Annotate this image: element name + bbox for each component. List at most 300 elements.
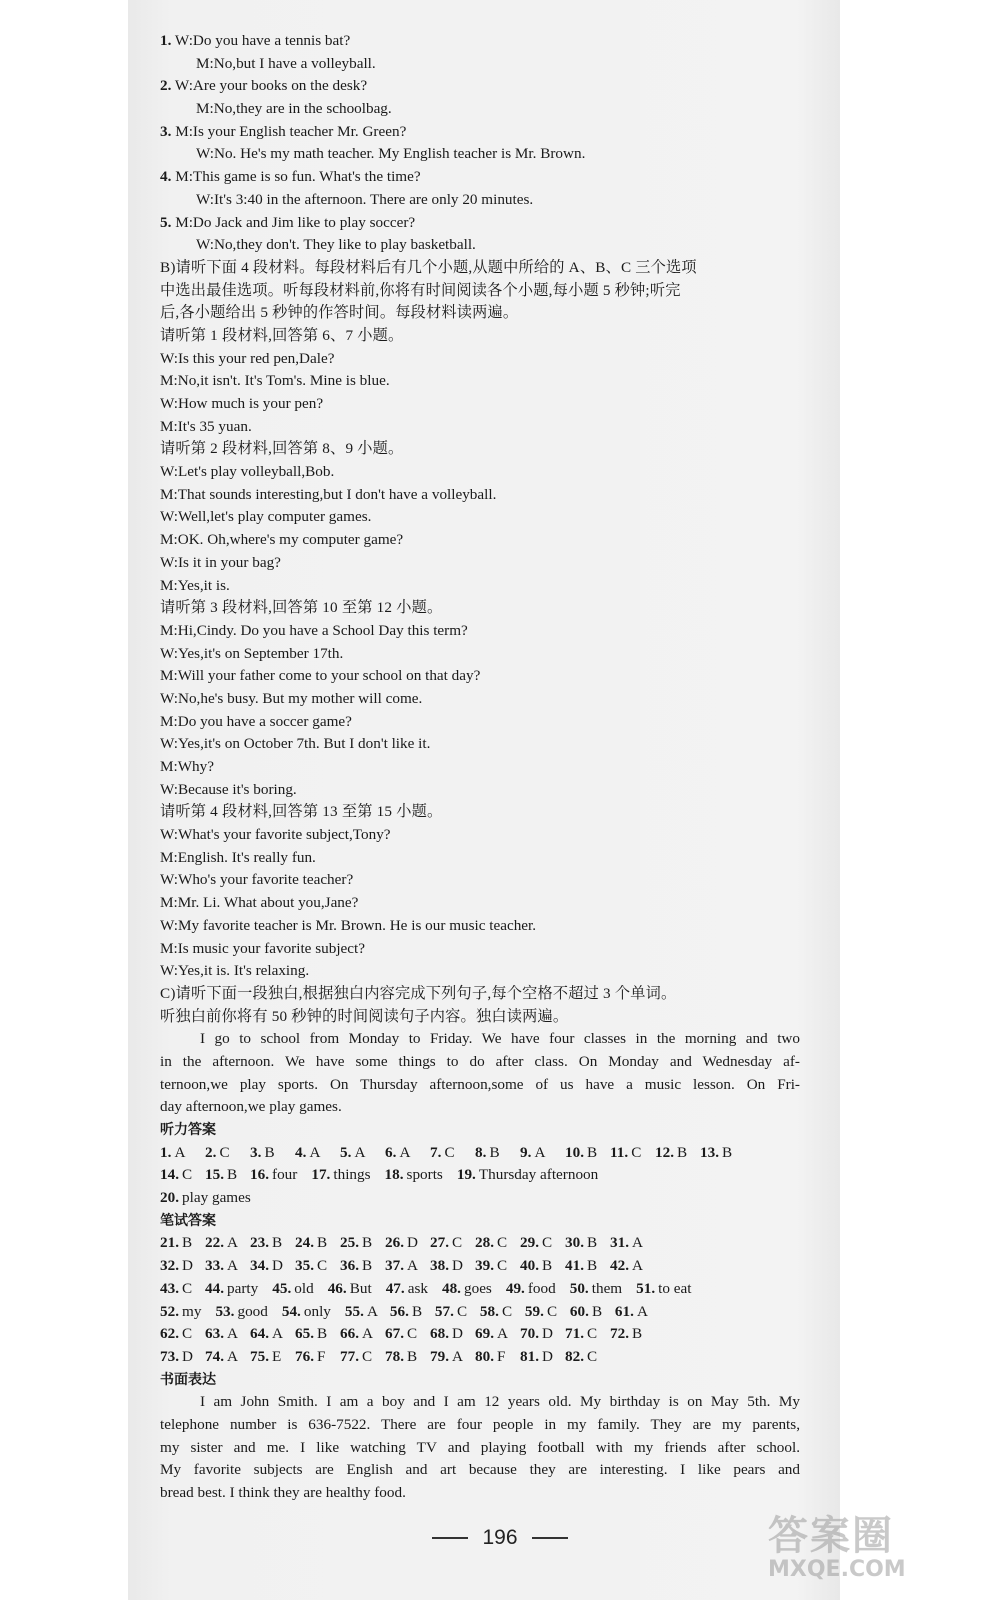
material-heading: 请听第 4 段材料,回答第 13 至第 15 小题。 — [160, 803, 443, 821]
answer-value: B — [587, 1234, 598, 1252]
answer-value: D — [452, 1325, 463, 1343]
answer-value: C — [501, 1302, 513, 1320]
answer-item — [610, 1142, 655, 1165]
written-answers — [160, 1210, 800, 1369]
dialog-line: M:Is music your favorite subject? — [160, 939, 365, 957]
answer-value: B — [591, 1302, 603, 1320]
answer-item — [475, 1346, 520, 1369]
answer-item — [430, 1255, 475, 1278]
answer-item — [457, 1164, 598, 1187]
answer-value: E — [272, 1347, 282, 1365]
dialog-line: M:Will your father come to your school on that day? — [160, 667, 481, 685]
dialog-line: M:Do you have a soccer game? — [160, 712, 352, 730]
dialog-line: W:Is it in your bag? — [160, 553, 281, 571]
answer-value: B — [317, 1325, 328, 1343]
answer-value: them — [591, 1279, 623, 1297]
answer-value: B — [362, 1257, 373, 1275]
answer-item — [250, 1255, 295, 1278]
dialog-text: W:Are your books on the desk? — [174, 77, 368, 95]
answer-value: A — [354, 1143, 366, 1161]
dialog-text: M:Do Jack and Jim like to play soccer? — [175, 213, 416, 231]
answer-row — [160, 1255, 800, 1278]
answer-item — [385, 1255, 430, 1278]
writing-paragraph — [160, 1391, 800, 1504]
section-heading: 书面表达 — [160, 1371, 216, 1388]
answer-item — [565, 1232, 610, 1255]
answer-value: C — [182, 1166, 193, 1184]
answer-number: 25. — [340, 1234, 359, 1252]
answer-value: my — [182, 1302, 202, 1320]
instruction-line: B)请听下面 4 段材料。每段材料后有几个小题,从题中所给的 A、B、C 三个选项 — [160, 258, 697, 276]
answer-value: A — [174, 1143, 186, 1161]
monologue-line: I go to school from Monday to Friday. We have four classes in the morning and two — [200, 1030, 800, 1048]
dialog-line — [160, 143, 800, 166]
page-number-dash-right — [532, 1537, 568, 1539]
answer-value: party — [227, 1279, 259, 1297]
monologue-line: ternoon,we play sports. On Thursday afternoon,some of us have a music lesson. On Fri- — [160, 1075, 800, 1093]
answer-number: 21. — [160, 1234, 179, 1252]
answer-value: A — [362, 1325, 373, 1343]
dialog-line — [160, 189, 800, 212]
answer-value: B — [722, 1143, 733, 1161]
answer-row — [160, 1346, 800, 1369]
answer-value: A — [227, 1234, 238, 1252]
answer-number: 7. — [430, 1143, 442, 1161]
instruction-line: 听独白前你将有 50 秒钟的时间阅读句子内容。独白读两遍。 — [160, 1007, 569, 1025]
dialog-line: W:What's your favorite subject,Tony? — [160, 826, 391, 844]
section-b — [160, 257, 800, 983]
answer-item — [340, 1346, 385, 1369]
answer-number: 59. — [524, 1302, 544, 1320]
answer-number: 65. — [295, 1325, 314, 1343]
answer-value: A — [452, 1347, 463, 1365]
dialog-line — [160, 166, 800, 189]
answer-item — [565, 1255, 610, 1278]
dialog-text: M:Is your English teacher Mr. Green? — [175, 122, 407, 140]
answer-item — [435, 1301, 480, 1324]
dialog-line: M:Mr. Li. What about you,Jane? — [160, 894, 359, 912]
answer-number: 19. — [456, 1166, 476, 1184]
answer-value: B — [407, 1347, 418, 1365]
dialog-line: W:Let's play volleyball,Bob. — [160, 463, 335, 481]
answer-item — [475, 1323, 520, 1346]
question-number: 3. — [160, 122, 172, 140]
dialog-line — [160, 75, 800, 98]
answer-item — [160, 1187, 251, 1210]
answer-item — [520, 1255, 565, 1278]
answer-number: 37. — [385, 1257, 404, 1275]
answer-value: A — [632, 1234, 643, 1252]
answer-item — [295, 1346, 340, 1369]
answer-value: A — [272, 1325, 283, 1343]
answer-number: 46. — [327, 1279, 347, 1297]
answer-number: 64. — [250, 1325, 269, 1343]
answer-item — [215, 1301, 267, 1324]
dialog-line — [160, 121, 800, 144]
answer-value: C — [317, 1257, 328, 1275]
answer-number: 77. — [340, 1347, 359, 1365]
watermark-title: 答案圈 — [768, 1513, 894, 1559]
dialog-line: W:Yes,it is. It's relaxing. — [160, 962, 310, 980]
answer-number: 63. — [205, 1325, 224, 1343]
writing-line: my sister and me. I like watching TV and playing football with my friends after school. — [160, 1438, 800, 1456]
answer-item — [205, 1255, 250, 1278]
answer-value: D — [182, 1257, 193, 1275]
answer-item — [205, 1346, 250, 1369]
dialog-text: M:No,they are in the schoolbag. — [196, 100, 392, 118]
answer-value: D — [272, 1257, 283, 1275]
answer-number: 29. — [520, 1234, 539, 1252]
answer-item — [311, 1164, 370, 1187]
answer-value: A — [227, 1347, 238, 1365]
answer-number: 13. — [700, 1143, 719, 1161]
answer-number: 67. — [385, 1325, 404, 1343]
answer-number: 35. — [295, 1257, 314, 1275]
answer-number: 54. — [281, 1302, 301, 1320]
answer-item — [610, 1232, 655, 1255]
answer-item — [565, 1346, 610, 1369]
answer-item — [700, 1142, 745, 1165]
answer-number: 61. — [614, 1302, 634, 1320]
answer-number: 43. — [160, 1279, 179, 1297]
answer-value: C — [456, 1302, 468, 1320]
dialog-text: W:No,they don't. They like to play basketball. — [196, 236, 476, 254]
answer-value: C — [444, 1143, 455, 1161]
answer-number: 22. — [205, 1234, 224, 1252]
listening-answers — [160, 1119, 800, 1210]
answer-item — [385, 1346, 430, 1369]
answer-item — [480, 1301, 525, 1324]
answer-item — [250, 1346, 295, 1369]
answer-item — [340, 1323, 385, 1346]
dialog-line: M:Yes,it is. — [160, 576, 230, 594]
answer-item — [610, 1323, 655, 1346]
answer-item — [520, 1346, 565, 1369]
question-number: 2. — [160, 77, 172, 95]
writing-answer — [160, 1369, 800, 1505]
dialog-line: W:Yes,it's on September 17th. — [160, 644, 344, 662]
answer-number: 42. — [610, 1257, 629, 1275]
material-heading: 请听第 3 段材料,回答第 10 至第 12 小题。 — [160, 599, 443, 617]
material-heading: 请听第 1 段材料,回答第 6、7 小题。 — [160, 326, 404, 344]
answer-item — [520, 1142, 565, 1165]
answer-number: 73. — [160, 1347, 179, 1365]
answer-number: 39. — [475, 1257, 494, 1275]
answer-number: 31. — [610, 1234, 629, 1252]
answer-item — [250, 1323, 295, 1346]
answer-item — [295, 1142, 340, 1165]
answer-value: only — [303, 1302, 331, 1320]
answer-number: 15. — [205, 1166, 224, 1184]
answer-item — [160, 1164, 205, 1187]
answer-number: 1. — [160, 1143, 172, 1161]
answer-item — [328, 1278, 372, 1301]
answer-value: B — [542, 1257, 553, 1275]
answer-value: C — [362, 1347, 373, 1365]
answer-item — [282, 1301, 331, 1324]
dialog-line: M:OK. Oh,where's my computer game? — [160, 531, 404, 549]
answer-value: A — [309, 1143, 321, 1161]
answer-item — [205, 1278, 258, 1301]
answer-number: 81. — [520, 1347, 539, 1365]
answer-value: play games — [182, 1189, 251, 1207]
answer-number: 45. — [272, 1279, 292, 1297]
answer-value: F — [317, 1347, 326, 1365]
answer-row — [160, 1232, 800, 1255]
answer-value: B — [317, 1234, 328, 1252]
answer-number: 71. — [565, 1325, 584, 1343]
dialog-line: W:Well,let's play computer games. — [160, 508, 372, 526]
answer-value: things — [333, 1166, 371, 1184]
answer-value: B — [227, 1166, 238, 1184]
answer-number: 36. — [340, 1257, 359, 1275]
answer-value: goes — [464, 1279, 492, 1297]
answer-item — [390, 1301, 435, 1324]
answer-number: 8. — [475, 1143, 487, 1161]
answer-item — [430, 1346, 475, 1369]
dialog-line: M:No,it isn't. It's Tom's. Mine is blue. — [160, 372, 390, 390]
answer-number: 55. — [344, 1302, 364, 1320]
answer-item — [272, 1278, 313, 1301]
answer-number: 24. — [295, 1234, 314, 1252]
answer-value: A — [407, 1257, 418, 1275]
answer-row — [160, 1323, 800, 1346]
answer-value: B — [587, 1143, 598, 1161]
answer-number: 56. — [389, 1302, 409, 1320]
page-number-text: 196 — [482, 1526, 518, 1549]
answer-value: C — [407, 1325, 418, 1343]
dialog-line: M:That sounds interesting,but I don't have a volleyball. — [160, 485, 497, 503]
answer-item — [205, 1164, 250, 1187]
answer-item — [160, 1323, 205, 1346]
writing-line: bread best. I think they are healthy food. — [160, 1484, 406, 1501]
answer-value: A — [534, 1143, 546, 1161]
answer-value: A — [399, 1143, 411, 1161]
answer-number: 69. — [475, 1325, 494, 1343]
question-number: 5. — [160, 213, 172, 231]
answer-number: 26. — [385, 1234, 404, 1252]
answer-value: old — [294, 1279, 314, 1297]
answer-item — [160, 1278, 205, 1301]
answer-value: A — [497, 1325, 508, 1343]
answer-item — [610, 1255, 655, 1278]
answer-number: 74. — [205, 1347, 224, 1365]
answer-number: 51. — [636, 1279, 656, 1297]
dialog-text: W:Do you have a tennis bat? — [174, 32, 351, 49]
answer-value: C — [219, 1143, 230, 1161]
answer-item — [295, 1255, 340, 1278]
answer-value: food — [527, 1279, 556, 1297]
answer-number: 82. — [565, 1347, 584, 1365]
answer-item — [636, 1278, 691, 1301]
answer-number: 28. — [475, 1234, 494, 1252]
answer-item — [205, 1142, 250, 1165]
answer-value: B — [489, 1143, 500, 1161]
answer-number: 32. — [160, 1257, 179, 1275]
answer-number: 75. — [250, 1347, 269, 1365]
answer-item — [386, 1278, 428, 1301]
answer-item — [385, 1323, 430, 1346]
question-number: 1. — [160, 32, 172, 49]
dialog-line: W:Who's your favorite teacher? — [160, 871, 354, 889]
answer-number: 53. — [215, 1302, 235, 1320]
answer-number: 49. — [505, 1279, 525, 1297]
answer-item — [340, 1232, 385, 1255]
answer-number: 57. — [434, 1302, 454, 1320]
answer-value: F — [497, 1347, 506, 1365]
answer-item — [506, 1278, 556, 1301]
dialog-text: W:No. He's my math teacher. My English teacher is Mr. Brown. — [196, 145, 586, 163]
answer-item — [250, 1232, 295, 1255]
answer-number: 70. — [520, 1325, 539, 1343]
answer-value: Thursday afternoon — [478, 1166, 599, 1184]
writing-line: I am John Smith. I am a boy and I am 12 years old. My birthday is on May 5th. My — [200, 1393, 800, 1411]
answer-value: C — [182, 1279, 193, 1297]
instruction-line: 后,各小题给出 5 秒钟的作答时间。每段材料读两遍。 — [160, 304, 519, 322]
dialog-line: W:Yes,it's on October 7th. But I don't like it. — [160, 735, 431, 753]
answer-value: C — [182, 1325, 193, 1343]
answer-value: good — [237, 1302, 268, 1320]
answer-item — [520, 1232, 565, 1255]
answer-number: 23. — [250, 1234, 269, 1252]
writing-line: My favorite subjects are English and art because they are interesting. I like pears and — [160, 1461, 800, 1479]
answer-number: 4. — [295, 1143, 307, 1161]
dialog-line: W:Is this your red pen,Dale? — [160, 349, 335, 367]
dialog-line: W:How much is your pen? — [160, 395, 324, 412]
answer-value: C — [587, 1325, 598, 1343]
answer-value: C — [542, 1234, 553, 1252]
answer-number: 79. — [430, 1347, 449, 1365]
dialog-line: W:Because it's boring. — [160, 780, 297, 798]
answer-value: D — [542, 1325, 553, 1343]
answer-value: D — [452, 1257, 463, 1275]
answer-item — [442, 1278, 492, 1301]
answer-item — [475, 1142, 520, 1165]
answer-number: 48. — [441, 1279, 461, 1297]
answer-number: 3. — [250, 1143, 262, 1161]
answer-item — [345, 1301, 390, 1324]
answer-item — [160, 1142, 205, 1165]
watermark-logo — [768, 1504, 978, 1590]
answer-number: 5. — [340, 1143, 352, 1161]
answer-number: 80. — [475, 1347, 494, 1365]
answer-number: 40. — [520, 1257, 539, 1275]
answer-value: four — [272, 1166, 298, 1184]
answer-item — [565, 1323, 610, 1346]
answer-value: But — [349, 1279, 372, 1297]
answer-item — [520, 1323, 565, 1346]
answer-number: 78. — [385, 1347, 404, 1365]
answer-number: 9. — [520, 1143, 532, 1161]
instruction-line: C)请听下面一段独白,根据独白内容完成下列句子,每个空格不超过 3 个单词。 — [160, 984, 677, 1002]
answer-value: A — [366, 1302, 378, 1320]
answer-item — [475, 1232, 520, 1255]
answer-number: 66. — [340, 1325, 359, 1343]
answer-item — [430, 1323, 475, 1346]
dialog-line: M:Why? — [160, 758, 214, 775]
answer-value: B — [632, 1325, 643, 1343]
answer-item — [565, 1142, 610, 1165]
dialog-text: M:This game is so fun. What's the time? — [175, 168, 421, 186]
material-heading: 请听第 2 段材料,回答第 8、9 小题。 — [160, 440, 404, 458]
page-number-dash-left — [432, 1537, 468, 1539]
dialog-text: M:No,but I have a volleyball. — [196, 54, 376, 72]
answer-item — [160, 1255, 205, 1278]
answer-value: B — [264, 1143, 275, 1161]
section-a-dialogs — [160, 30, 800, 257]
answer-number: 16. — [250, 1166, 269, 1184]
answer-item — [570, 1301, 615, 1324]
answer-item — [295, 1323, 340, 1346]
answer-number: 68. — [430, 1325, 449, 1343]
answer-item — [430, 1232, 475, 1255]
watermark-url: MXQE.COM — [768, 1557, 906, 1582]
answer-row — [160, 1278, 800, 1301]
answer-value: B — [677, 1143, 688, 1161]
answer-item — [385, 1142, 430, 1165]
answer-number: 20. — [160, 1189, 179, 1207]
answer-value: B — [587, 1257, 598, 1275]
answer-item — [205, 1232, 250, 1255]
answer-value: C — [587, 1347, 598, 1365]
answer-value: C — [546, 1302, 558, 1320]
answer-number: 27. — [430, 1234, 449, 1252]
answer-value: C — [631, 1143, 642, 1161]
dialog-line — [160, 98, 800, 121]
dialog-line — [160, 212, 800, 235]
monologue-paragraph — [160, 1028, 800, 1119]
answer-value: B — [411, 1302, 423, 1320]
answer-item — [385, 1164, 443, 1187]
answer-item — [340, 1255, 385, 1278]
answer-item — [205, 1323, 250, 1346]
answer-row — [160, 1164, 800, 1187]
answer-row — [160, 1142, 800, 1165]
answer-row — [160, 1187, 800, 1210]
answer-item — [340, 1142, 385, 1165]
answer-item — [615, 1301, 660, 1324]
answer-value: B — [362, 1234, 373, 1252]
dialog-line: W:My favorite teacher is Mr. Brown. He is our music teacher. — [160, 916, 537, 934]
dialog-line: W:No,he's busy. But my mother will come. — [160, 689, 423, 707]
answer-item — [475, 1255, 520, 1278]
answer-value: D — [182, 1347, 193, 1365]
dialog-text: W:It's 3:40 in the afternoon. There are only 20 minutes. — [196, 190, 534, 208]
answer-item — [250, 1142, 295, 1165]
answer-item — [160, 1232, 205, 1255]
answer-item — [250, 1164, 297, 1187]
answer-number: 10. — [565, 1143, 584, 1161]
answer-item — [160, 1301, 201, 1324]
answer-value: A — [227, 1257, 238, 1275]
answer-number: 33. — [205, 1257, 224, 1275]
answer-number: 52. — [160, 1302, 179, 1320]
answer-item — [295, 1232, 340, 1255]
answer-row — [160, 1301, 800, 1324]
answer-number: 62. — [160, 1325, 179, 1343]
answer-number: 30. — [565, 1234, 584, 1252]
dialog-line — [160, 234, 800, 257]
answer-item — [160, 1346, 205, 1369]
answer-value: D — [542, 1347, 553, 1365]
answer-content — [160, 30, 800, 1505]
answer-number: 12. — [655, 1143, 674, 1161]
question-number: 4. — [160, 168, 172, 186]
answer-number: 6. — [385, 1143, 397, 1161]
answer-number: 44. — [205, 1279, 224, 1297]
instruction-line: 中选出最佳选项。听每段材料前,你将有时间阅读各个小题,每小题 5 秒钟;听完 — [160, 281, 681, 299]
answer-value: C — [497, 1257, 508, 1275]
